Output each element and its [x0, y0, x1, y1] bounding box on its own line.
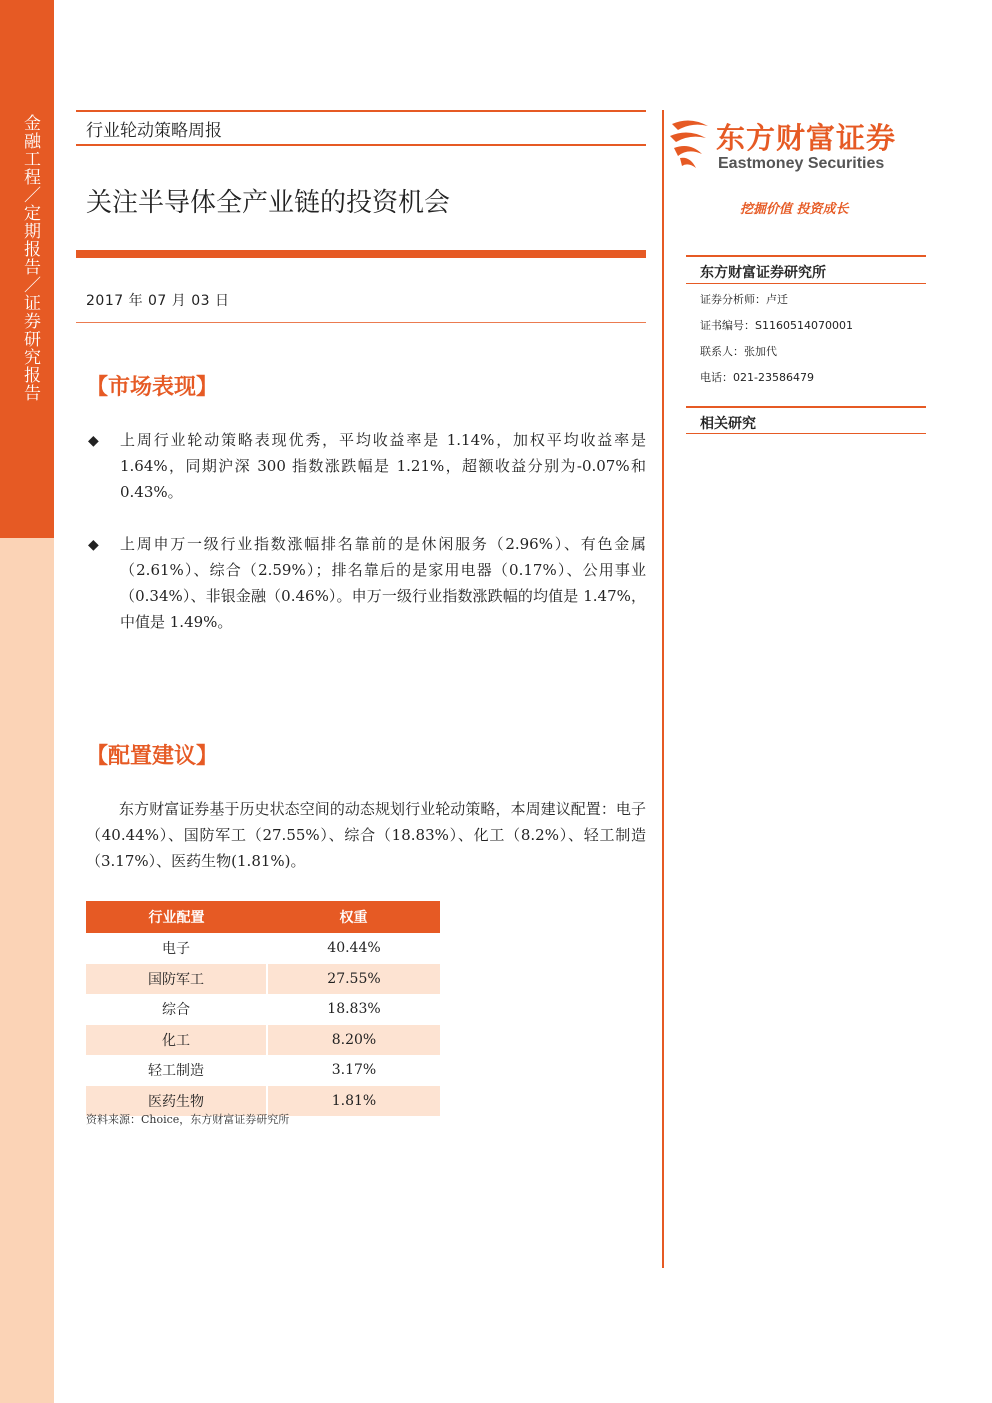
institute-rule — [686, 283, 926, 284]
table-row — [86, 994, 440, 1025]
allocation-paragraph: 东方财富证券基于历史状态空间的动态规划行业轮动策略，本周建议配置：电子（40.44%）、国防军工（27.55%）、综合（18.83%）、化工（8.2%）、轻工制造（3.17%）、医药生物(1.81%)。 — [86, 800, 646, 870]
bullet-icon: ◆ — [88, 433, 99, 449]
market-heading: 【市场表现】 — [86, 374, 219, 400]
table-row — [86, 1025, 440, 1056]
table-cell-weight: 8.20% — [267, 1025, 440, 1056]
table-cell-industry: 电子 — [86, 933, 267, 964]
contact-person: 联系人：张加代 — [700, 345, 777, 358]
contact-phone: 电话：021-23586479 — [700, 371, 814, 384]
date-rule — [76, 322, 646, 323]
title-bar — [76, 250, 646, 258]
bullet-icon: ◆ — [88, 537, 99, 553]
table-cell-weight: 40.44% — [327, 940, 381, 957]
table-cell-weight: 27.55% — [267, 964, 440, 995]
table-cell-industry: 轻工制造 — [86, 1055, 267, 1086]
report-date: 2017 年 07 月 03 日 — [86, 293, 230, 309]
header-rule — [76, 144, 646, 146]
report-type: 行业轮动策略周报 — [86, 121, 222, 141]
table-cell-industry: 医药生物 — [86, 1086, 267, 1117]
table-cell-industry: 综合 — [86, 994, 267, 1025]
table-header-row — [86, 901, 440, 933]
analyst-name: 证券分析师：卢迁 — [700, 293, 788, 306]
table-row — [86, 1055, 440, 1086]
top-rule — [76, 110, 646, 112]
table-row — [86, 933, 440, 964]
table-cell-industry: 化工 — [86, 1025, 267, 1056]
institute-name: 东方财富证券研究所 — [700, 265, 826, 281]
table-cell-weight: 1.81% — [267, 1086, 440, 1117]
table-row — [86, 964, 440, 995]
table-cell-weight: 3.17% — [331, 1062, 377, 1079]
brand-slogan: 挖掘价值 投资成长 — [740, 202, 849, 217]
related-rule — [686, 433, 926, 434]
brand-name-en: Eastmoney Securities — [718, 155, 885, 172]
institute-top-rule — [686, 255, 926, 257]
report-category-label: 金融工程／定期报告／证券研究报告 — [20, 114, 40, 402]
allocation-table — [86, 901, 440, 1116]
table-header-weight: 权重 — [267, 901, 440, 933]
market-bullet-1: 上周行业轮动策略表现优秀，平均收益率是 1.14%，加权平均收益率是 1.64%，同期沪深 300 指数涨跌幅是 1.21%，超额收益分别为-0.07%和 0.43%。 — [120, 431, 646, 501]
eastmoney-logo-icon — [668, 114, 714, 176]
market-bullet-2: 上周申万一级行业指数涨幅排名靠前的是休闲服务（2.96%）、有色金属（2.61%）、综合（2.59%）；排名靠后的是家用电器（0.17%）、公用事业（0.34%）、非银金融（0.46%）。申万一级行业指数涨跌幅的均值是 1.47%， 中值是 1.49%。 — [120, 535, 646, 631]
table-source: 资料来源：Choice，东方财富证券研究所 — [86, 1113, 290, 1126]
column-divider — [662, 110, 664, 1268]
table-cell-weight: 18.83% — [327, 1001, 381, 1018]
cert-number: 证书编号：S1160514070001 — [700, 319, 853, 332]
brand-name-cn: 东方财富证券 — [716, 121, 897, 155]
allocation-heading: 【配置建议】 — [86, 743, 219, 769]
table-header-industry: 行业配置 — [86, 901, 267, 933]
related-research-heading: 相关研究 — [700, 416, 756, 432]
related-top-rule — [686, 406, 926, 408]
table-cell-industry: 国防军工 — [86, 964, 267, 995]
page-title: 关注半导体全产业链的投资机会 — [86, 188, 451, 218]
